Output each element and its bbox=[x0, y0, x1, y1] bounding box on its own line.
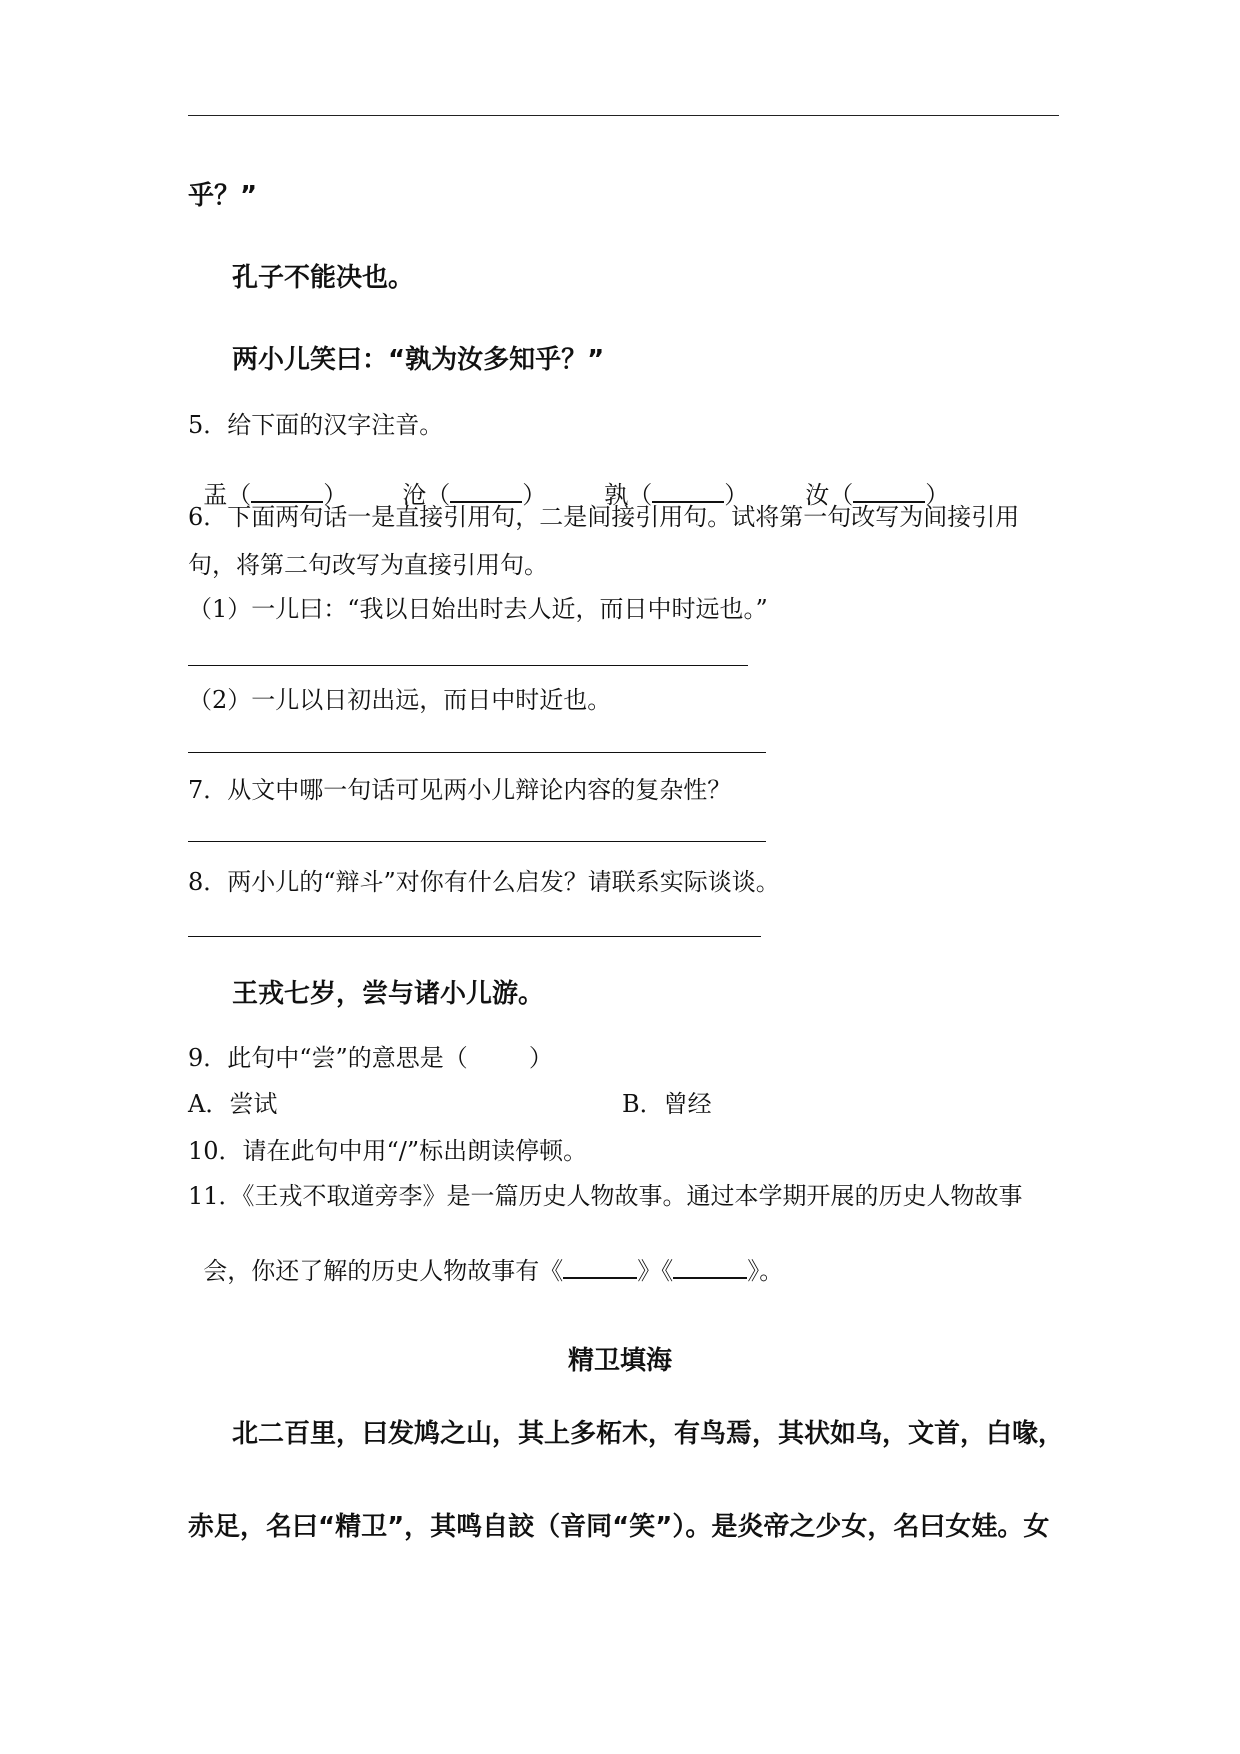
option-b[interactable]: B．曾经 bbox=[622, 1090, 712, 1118]
question-5-prompt: 5．给下面的汉字注音。 bbox=[188, 411, 444, 439]
question-6-prompt: 句，将第二句改写为直接引用句。 bbox=[188, 551, 548, 579]
question-11-prompt: 会，你还了解的历史人物故事有《 》《 》。 bbox=[203, 1257, 784, 1285]
passage-line: 赤足，名曰“精卫”，其鸣自詨（音同“笑”）。是炎帝之少女，名曰女娃。女 bbox=[188, 1512, 1050, 1542]
pinyin-item: 汝（ ） bbox=[805, 481, 950, 509]
pinyin-blank[interactable] bbox=[450, 481, 522, 503]
answer-line[interactable] bbox=[188, 936, 761, 937]
passage-line: 北二百里，曰发鸠之山，其上多柘木，有鸟焉，其状如乌，文首，白喙， bbox=[232, 1419, 1065, 1449]
passage-line: 王戎七岁，尝与诸小儿游。 bbox=[232, 979, 545, 1009]
pinyin-item: 沧（ ） bbox=[402, 481, 547, 509]
answer-line[interactable] bbox=[188, 752, 766, 753]
question-6-prompt: 6．下面两句话一是直接引用句，二是间接引用句。试将第一句改写为间接引用 bbox=[188, 503, 1020, 531]
pinyin-char: 汝 bbox=[805, 481, 830, 509]
pinyin-blank[interactable] bbox=[853, 481, 925, 503]
question-6-item-1: （1）一儿曰：“我以日始出时去人近，而日中时远也。” bbox=[188, 595, 768, 623]
option-a[interactable]: A．尝试 bbox=[188, 1090, 278, 1118]
story-blank[interactable] bbox=[563, 1257, 637, 1279]
answer-line[interactable] bbox=[188, 841, 766, 842]
question-11-prompt: 11．《王戎不取道旁李》是一篇历史人物故事。通过本学期开展的历史人物故事 bbox=[188, 1182, 1023, 1210]
passage-line: 乎？” bbox=[188, 181, 258, 211]
passage-line: 孔子不能决也。 bbox=[232, 263, 415, 293]
pinyin-char: 沧 bbox=[402, 481, 427, 509]
pinyin-blank[interactable] bbox=[251, 481, 323, 503]
question-10-prompt: 10．请在此句中用“/”标出朗读停顿。 bbox=[188, 1137, 588, 1165]
question-7-prompt: 7．从文中哪一句话可见两小儿辩论内容的复杂性？ bbox=[188, 776, 732, 804]
question-9-prompt: 9．此句中“尝”的意思是（ ） bbox=[188, 1044, 553, 1072]
pinyin-item: 孰（ ） bbox=[604, 481, 749, 509]
question-6-item-2: （2）一儿以日初出远，而日中时近也。 bbox=[188, 686, 612, 714]
pinyin-blank[interactable] bbox=[652, 481, 724, 503]
passage-title: 精卫填海 bbox=[567, 1346, 672, 1376]
header-rule bbox=[188, 115, 1059, 116]
question-8-prompt: 8．两小儿的“辩斗”对你有什么启发？请联系实际谈谈。 bbox=[188, 868, 780, 896]
pinyin-char: 孰 bbox=[604, 481, 629, 509]
story-blank[interactable] bbox=[673, 1257, 747, 1279]
pinyin-item: 盂（ ） bbox=[203, 481, 348, 509]
passage-line: 两小儿笑曰：“孰为汝多知乎？” bbox=[232, 345, 605, 375]
pinyin-char: 盂 bbox=[203, 481, 228, 509]
answer-line[interactable] bbox=[188, 665, 748, 666]
